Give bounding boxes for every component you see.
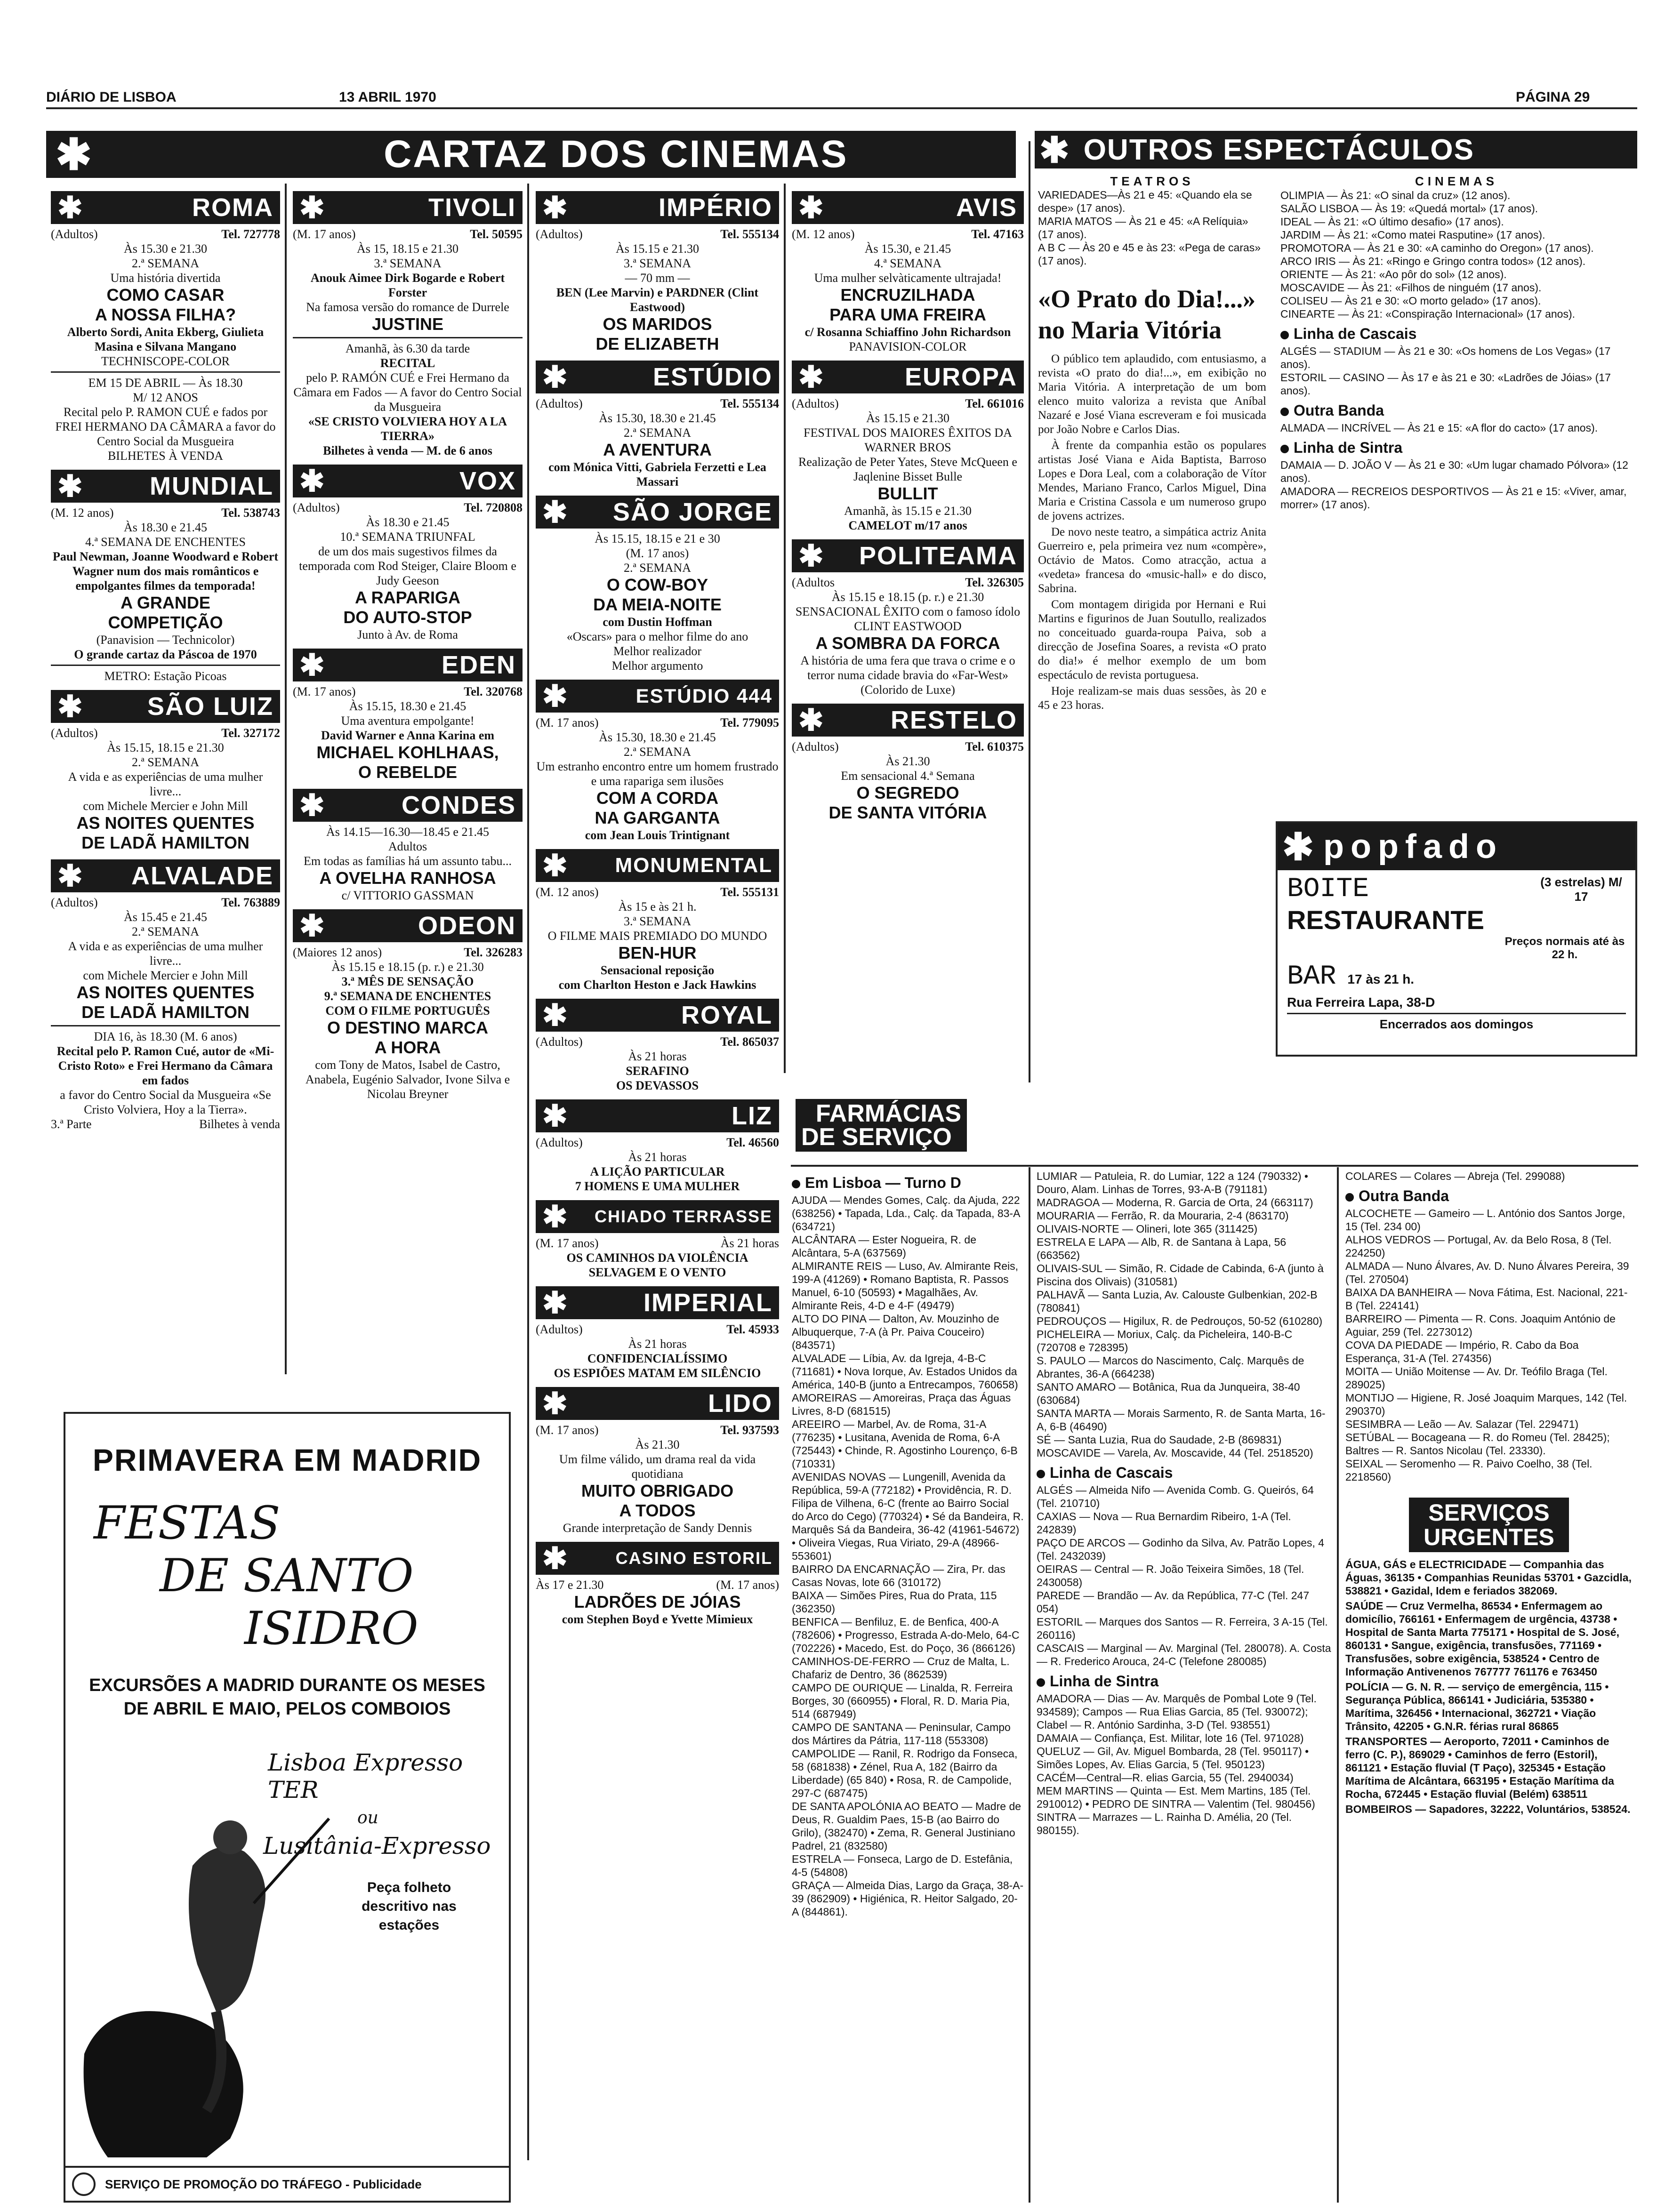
- cinema-header-royal: ✱ ROYAL: [536, 999, 779, 1032]
- pharmacy-entry: SANTO AMARO — Botânica, Rua da Junqueira, 38-40 (630684): [1037, 1381, 1300, 1406]
- pharmacy-entry: ALCOCHETE — Gameiro — L. António dos Santos Jorge, 15 (Tel. 234 00): [1345, 1207, 1625, 1233]
- pharmacy-entry: CACÉM—Central—R. elias Garcia, 55 (Tel. 2940034): [1037, 1771, 1294, 1784]
- pharmacy-entry: GRAÇA — Almeida Dias, Largo da Graça, 38-A-39 (862909) • Higiénica, R. Heitor Salgado, 20-A (844861).: [792, 1879, 1024, 1918]
- pharmacy-entry: ALVALADE — Líbia, Av. da Igreja, 4-B-C (711681) • Nova Iorque, Av. Estados Unidos da América, 140-B (junto a Entrecampos, 760658): [792, 1352, 1018, 1391]
- popfado-banner: ✱ popfado: [1278, 823, 1635, 870]
- cinema-listing-avis: (M. 12 anos) Tel. 47163 Às 15.30, e 21.45 4.ª SEMANA Uma mulher selvàticamente ultrajada! ENCRUZILHADA PARA UMA FREIRA c/ Rosanna Schiaffino John Richardson PANAVISION-COLOR: [792, 227, 1024, 353]
- cinema-header-sao-jorge: ✱ SÃO JORGE: [536, 496, 779, 529]
- cinema-header-estudio-444: ✱ ESTÚDIO 444: [536, 680, 779, 713]
- cinema-entry: ALMADA — INCRÍVEL — Às 21 e 15: «A flor do cacto» (17 anos).: [1280, 422, 1598, 434]
- pharmacy-entry: ALCÂNTARA — Ester Nogueira, R. de Alcântara, 5-A (637569): [792, 1234, 976, 1259]
- asterisk-icon: ✱: [542, 191, 568, 224]
- isidro-script: ISIDRO: [244, 1602, 418, 1655]
- asterisk-icon: ✱: [542, 679, 568, 713]
- bullet-icon: [1345, 1193, 1354, 1202]
- folheto-text: Peça folheto descritivo nas estações: [362, 1880, 457, 1933]
- bar-label: BAR: [1287, 962, 1336, 992]
- cinema-column-4: [787, 188, 1029, 826]
- column-rule: [527, 184, 529, 2160]
- column-rule: [1029, 141, 1030, 1082]
- bullet-icon: [792, 1180, 800, 1188]
- section-heading: Outra Banda: [1345, 1187, 1633, 1205]
- asterisk-icon: ✱: [542, 1099, 568, 1133]
- pharmacy-entry: MOSCAVIDE — Varela, Av. Moscavide, 44 (Tel. 2518520): [1037, 1447, 1313, 1459]
- cinema-entry: MOSCAVIDE — Às 21: «Filhos de ninguém (17 anos).: [1280, 281, 1542, 294]
- pharmacy-entry: ESTRELA — Fonseca, Largo de D. Estefânia, 4-5 (54808): [792, 1853, 1013, 1878]
- pharmacy-entry: ESTORIL — Marques dos Santos — R. Ferreira, 3 A-15 (Tel. 260116): [1037, 1616, 1328, 1641]
- cinema-entry: CINEARTE — Às 21: «Conspiração Internacional» (17 anos).: [1280, 308, 1575, 320]
- cinema-listing-estudio: (Adultos) Tel. 555134 Às 15.30, 18.30 e 21.45 2.ª SEMANA A AVENTURA com Mónica Vitti, Gabriela Ferzetti e Lea Massari: [536, 397, 779, 489]
- outros-banner: [1035, 131, 1637, 168]
- asterisk-icon: ✱: [542, 1387, 568, 1420]
- cinema-listing-imperio: (Adultos) Tel. 555134 Às 15.15 e 21.30 3.ª SEMANA — 70 mm — BEN (Lee Marvin) e PARDNER (Clint Eastwood) OS MARIDOS DE ELIZABETH: [536, 227, 779, 353]
- pharmacy-entry: COVA DA PIEDADE — Império, R. Cabo da Boa Esperança, 31-A (Tel. 274356): [1345, 1339, 1579, 1364]
- cinema-listing-liz: (Adultos) Tel. 46560 Às 21 horas A LIÇÃO PARTICULAR 7 HOMENS E UMA MULHER: [536, 1136, 779, 1193]
- cinema-listing-royal: (Adultos) Tel. 865037 Às 21 horas SERAFINO OS DEVASSOS: [536, 1035, 779, 1092]
- pharmacy-entry: CASCAIS — Marginal — Av. Marginal (Tel. 280078). A. Costa — R. Frederico Arouca, 24-C (Telefone 280085): [1037, 1642, 1331, 1667]
- pharmacy-entry: MONTIJO — Higiene, R. José Joaquim Marques, 142 (Tel. 290370): [1345, 1392, 1627, 1417]
- cinema-header-eden: ✱ EDEN: [293, 649, 523, 681]
- cinema-listing-estudio-444: (M. 17 anos) Tel. 779095 Às 15.30, 18.30 e 21.45 2.ª SEMANA Um estranho encontro entre um homem frustrado e uma rapariga sem ilusões COM A CORDA NA GARGANTA com Jean Louis Trintignant: [536, 716, 779, 842]
- pharmacy-entry: LUMIAR — Patuleia, R. do Lumiar, 122 a 124 (790332) • Douro, Alam. Linhas de Torres, 93-A-B (791181): [1037, 1170, 1308, 1195]
- boite-label: BOITE: [1287, 874, 1369, 905]
- header-rule: [46, 107, 1637, 109]
- article-body: O público tem aplaudido, com entusiasmo, a revista «O prato do dia!...», em exibição no Maria Vitória. A interpretação de um bom elenco muito valoriza a revista que Aníbal Nazaré e José Viana escreveram e foi musicada por João Nobre e Carlos Dias. À frente da companhia estão os populares artistas José Viana e Aida Baptista, Barroso Lopes e Dora Leal, com a colaboração de Vítor Mendes, Mariano Franco, Carlos Miguel, Dina Maria e Cristina Cassola e um numeroso grupo de jovens actrizes. De novo neste teatro, a simpática actriz Anita Guerreiro e, pela primeira vez num «compère», Octávio de Matos. Como atracção, actua a «vedeta» francesa do «music-hall» e do disco, Sabrina. Com montagem dirigida por Hernani e Rui Martins e figurinos de Juan Soutullo, realizados no conceituado guarda-roupa Paiva, sob a direcção de Josefina Soares, a revista «O prato do dia!» é melhor exemplo de um bom espectáculo de revista portuguesa. Hoje realizam-se mais duas sessões, às 20 e 45 e 23 horas.: [1038, 353, 1266, 712]
- column-rule: [784, 184, 786, 1073]
- pharmacy-entry: AVENIDAS NOVAS — Lungenill, Avenida da República, 59-A (772182) • Providência, R. D. Filipa de Vilhena, 6-C (frente ao Bairro Social do Arco do Cego) (770324) • Sé da Bandeira, R. Marquês Sá da Bandeira, 36-42 (41961-54672) • Oliveira Viegas, Rua Viriato, 29-A (48966-553601): [792, 1471, 1024, 1562]
- popfado-closed: Encerrados aos domingos: [1379, 1017, 1534, 1031]
- cinema-header-lido: ✱ LIDO: [536, 1387, 779, 1420]
- pharmacy-entry: BENFICA — Benfiluz, E. de Benfica, 400-A (782606) • Progresso, Estrada A-do-Melo, 64-C (702226) • Macedo, Est. do Poço, 36 (866126): [792, 1616, 1020, 1654]
- pharmacy-entry: BAIXA — Simões Pires, Rua do Prata, 115 (362350): [792, 1589, 997, 1615]
- cinema-header-odeon: ✱ ODEON: [293, 909, 523, 942]
- outros-title: OUTROS ESPECTÁCULOS: [1083, 133, 1474, 166]
- cinema-entry: ORIENTE — Às 21: «Ao pôr do sol» (12 anos).: [1280, 268, 1507, 281]
- lusitania-expresso: Lusitânia-Expresso: [263, 1832, 491, 1859]
- pharmacy-entry: OEIRAS — Central — R. João Teixeira Simões, 18 (Tel. 2430058): [1037, 1563, 1304, 1588]
- cinema-listing-imperial: (Adultos) Tel. 45933 Às 21 horas CONFIDENCIALÍSSIMO OS ESPIÕES MATAM EM SILÊNCIO: [536, 1322, 779, 1380]
- pharmacy-entry: BARREIRO — Pimenta — R. Cons. Joaquim António de Aguiar, 259 (Tel. 2273012): [1345, 1313, 1616, 1338]
- servicos-heading: SERVIÇOS URGENTES: [1409, 1498, 1569, 1552]
- restaurante-prices: Preços normais até às 22 h.: [1504, 935, 1625, 961]
- service-entry: SAÚDE — Cruz Vermelha, 86534 • Enfermagem ao domicílio, 766161 • Enfermagem de urgência, 43738 • Hospital de Santa Marta 775171 • Hospital de S. José, 860131 • Sangue, exigência, transfusões, 771169 • Transfusões, sobre exigência, 538524 • Centro de Informação Antivenenos 767777 761176 e 763450: [1345, 1600, 1619, 1678]
- cinema-header-restelo: ✱ RESTELO: [792, 704, 1024, 737]
- teatro-listing: MARIA MATOS — Às 21 e 45: «A Relíquia» (17 anos).: [1038, 215, 1248, 240]
- asterisk-icon: ✱: [798, 191, 824, 224]
- ou-text: ou: [357, 1808, 378, 1827]
- column-rule: [1337, 1167, 1339, 2203]
- outros-cinemas-column: [1276, 174, 1637, 511]
- cinema-listing-monumental: (M. 12 anos) Tel. 555131 Às 15 e às 21 h. 3.ª SEMANA O FILME MAIS PREMIADO DO MUNDO BEN-HUR Sensacional reposição com Charlton Heston e Jack Hawkins: [536, 885, 779, 992]
- cinema-entry: ARCO IRIS — Às 21: «Ringo e Gringo contra todos» (12 anos).: [1280, 255, 1586, 267]
- bar-hours: 17 às 21 h.: [1347, 972, 1415, 986]
- pharmacy-entry: PEDROUÇOS — Higilux, R. de Pedrouços, 50-52 (610280): [1037, 1315, 1323, 1327]
- pharmacy-entry: SANTA MARTA — Morais Sarmento, R. de Santa Marta, 16-A, 6-B (46490): [1037, 1407, 1326, 1433]
- pharmacy-entry: QUELUZ — Gil, Av. Miguel Bombarda, 28 (Tel. 950117) • Simões Lopes, Av. Elias Garcia, 5 (Tel. 950123): [1037, 1745, 1309, 1771]
- page-number: PÁGINA 29: [1516, 89, 1590, 105]
- asterisk-icon: ✱: [57, 689, 83, 723]
- asterisk-icon: ✱: [798, 539, 824, 573]
- cinema-entry: ALGÉS — STADIUM — Às 21 e 30: «Os homens de Los Vegas» (17 anos).: [1280, 345, 1611, 370]
- asterisk-icon: ✱: [57, 191, 83, 224]
- pharmacy-entry: PICHELEIRA — Moriux, Calç. da Picheleira, 140-B-C (720708 e 728395): [1037, 1328, 1293, 1354]
- pharmacy-entry: SESIMBRA — Leão — Av. Salazar (Tel. 229471): [1345, 1418, 1579, 1430]
- pharmacy-entry: CAXIAS — Nova — Rua Bernardim Ribeiro, 1-A (Tel. 242839): [1037, 1510, 1291, 1536]
- cinema-listing-condes: Às 14.15—16.30—18.45 e 21.45 Adultos Em todas as famílias há um assunto tabu... A OVELHA RANHOSA c/ VITTORIO GASSMAN: [304, 825, 512, 902]
- cinema-listing-europa: (Adultos) Tel. 661016 Às 15.15 e 21.30 FESTIVAL DOS MAIORES ÊXITOS DA WARNER BROS Realização de Peter Yates, Steve McQueen e Jaqlenine Bisset Bulle BULLIT Amanhã, às 15.15 e 21.30 CAMELOT m/17 anos: [792, 397, 1024, 532]
- cinema-header-monumental: ✱ MONUMENTAL: [536, 849, 779, 882]
- service-entry: BOMBEIROS — Sapadores, 32222, Voluntários, 538524.: [1345, 1803, 1631, 1815]
- pharmacy-entry: SEIXAL — Seromenho — R. Paivo Coelho, 38 (Tel. 2218560): [1345, 1458, 1593, 1483]
- asterisk-icon: ✱: [542, 360, 568, 394]
- issue-date: 13 ABRIL 1970: [339, 89, 436, 105]
- cartaz-title: CARTAZ DOS CINEMAS: [384, 133, 848, 176]
- cinema-entry: DAMAIA — D. JOÃO V — Às 21 e 30: «Um lugar chamado Pólvora» (12 anos).: [1280, 459, 1628, 484]
- popfado-address: Rua Ferreira Lapa, 38-D: [1287, 995, 1626, 1014]
- advert-footer: SERVIÇO DE PROMOÇÃO DO TRÁFEGO - Publicidade: [65, 2166, 509, 2201]
- service-entry: ÁGUA, GÁS e ELECTRICIDADE — Companhia das Águas, 36135 • Companhias Reunidas 53701 • Gazcidla, 538821 • Gazidal, Idem e feriados 382069.: [1345, 1558, 1632, 1597]
- pharmacy-entry: ALTO DO PINA — Dalton, Av. Mouzinho de Albuquerque, 7-A (à Pr. Paiva Couceiro) (843571): [792, 1313, 999, 1351]
- cinema-header-vox: ✱ VOX: [293, 465, 523, 497]
- cinema-entry: ESTORIL — CASINO — Às 17 e às 21 e 30: «Ladrões de Jóias» (17 anos).: [1280, 371, 1611, 397]
- cinema-header-chiado-terrasse: ✱ CHIADO TERRASSE: [536, 1200, 779, 1233]
- cinema-entry: SALÃO LISBOA — Às 19: «Quedá mortal» (17 anos).: [1280, 202, 1538, 215]
- service-entry: POLÍCIA — G. N. R. — serviço de emergência, 115 • Segurança Pública, 866141 • Judiciária, 535380 • Marítima, 326456 • Internacional, 362721 • Viação Trânsito, 42205 • G.N.R. férias rural 86865: [1345, 1681, 1609, 1732]
- farmacias-heading: FARMÁCIAS DE SERVIÇO: [796, 1099, 967, 1152]
- section-heading: Linha de Sintra: [1037, 1673, 1332, 1690]
- cinema-entry: IDEAL — Às 21: «O último desafio» (17 anos).: [1280, 216, 1504, 228]
- bullet-icon: [1280, 408, 1289, 416]
- farmacias-rule: [791, 1165, 1638, 1167]
- cinemas-heading: CINEMAS: [1415, 174, 1498, 188]
- pharmacy-entry: CAMPOLIDE — Ranil, R. Rodrigo da Fonseca, 58 (681838) • Zénel, Rua A, 182 (Bairro da Liberdade) (65 840) • Rosa, R. de Campolide, 297-C (687475): [792, 1747, 1018, 1799]
- pharmacy-entry: MOITA — União Moitense — Av. Dr. Teófilo Braga (Tel. 289025): [1345, 1365, 1608, 1391]
- cinema-header-liz: ✱ LIZ: [536, 1099, 779, 1132]
- farmacias-column-3: [1341, 1170, 1637, 1816]
- asterisk-icon: ✱: [299, 909, 325, 943]
- section-heading: Em Lisboa — Turno D: [792, 1174, 1024, 1192]
- cinema-listing-eden: (M. 17 anos) Tel. 320768 Às 15.15, 18.30 e 21.45 Uma aventura empolgante! David Warner e Anna Karina em MICHAEL KOHLHAAS, O REBELDE: [293, 685, 523, 782]
- bullet-icon: [1037, 1470, 1045, 1478]
- pharmacy-entry: MEM MARTINS — Quinta — Est. Mem Martins, 185 (Tel. 2910012) • PEDRO DE SINTRA — Valentim (Tel. 980456): [1037, 1785, 1315, 1810]
- teatros-column: [1033, 174, 1271, 713]
- asterisk-icon: ✱: [542, 495, 568, 529]
- asterisk-icon: ✱: [798, 703, 824, 737]
- pharmacy-entry: COLARES — Colares — Abreja (Tel. 299088): [1345, 1170, 1565, 1182]
- newspaper-name: DIÁRIO DE LISBOA: [46, 89, 177, 105]
- asterisk-icon: ✱: [798, 360, 824, 394]
- asterisk-icon: ✱: [299, 464, 325, 498]
- asterisk-icon: ✱: [542, 998, 568, 1032]
- column-rule: [285, 184, 287, 1374]
- pharmacy-entry: SÉ — Santa Luzia, Rua do Saudade, 2-B (869831): [1037, 1434, 1282, 1446]
- bullet-icon: [1280, 445, 1289, 453]
- pharmacy-entry: OLIVAIS-NORTE — Olineri, lote 365 (311425): [1037, 1223, 1258, 1235]
- cinema-entry: COLISEU — Às 21 e 30: «O morto gelado» (17 anos).: [1280, 295, 1541, 307]
- cinema-entry: OLIMPIA — Às 21: «O sinal da cruz» (12 anos).: [1280, 189, 1511, 201]
- primavera-madrid-advert: [64, 1412, 511, 2203]
- cinema-column-2: [288, 188, 527, 1105]
- cinema-listing-vox: (Adultos) Tel. 720808 Às 18.30 e 21.45 10.ª SEMANA TRIUNFAL de um dos mais sugestivos filmes da temporada com Rod Steiger, Claire Bloom e Judy Geeson A RAPARIGA DO AUTO-STOP Junto à Av. de Roma: [293, 501, 523, 641]
- pharmacy-entry: DAMAIA — Confiança, Est. Militar, lote 16 (Tel. 971028): [1037, 1732, 1304, 1744]
- cinema-column-1: [46, 188, 285, 1135]
- cinema-listing-casino-estoril: Às 17 e 21.30 (M. 17 anos) LADRÕES DE JÓIAS com Stephen Boyd e Yvette Mimieux: [536, 1578, 779, 1626]
- cinema-listing-mundial: (M. 12 anos) Tel. 538743 Às 18.30 e 21.45 4.ª SEMANA DE ENCHENTES Paul Newman, Joanne Woodward e Robert Wagner num dos mais românticos e empolgantes filmes da temporada! A GRANDE COMPETIÇÃO (Panavision — Technicolor) O grande cartaz da Páscoa de 1970 METRO: Estação Picoas: [51, 506, 280, 683]
- pharmacy-entry: CAMINHOS-DE-FERRO — Cruz de Malta, L. Chafariz de Dentro, 36 (862539): [792, 1655, 1010, 1681]
- advert-subtitle: EXCURSÕES A MADRID DURANTE OS MESES DE ABRIL E MAIO, PELOS COMBOIOS: [89, 1675, 485, 1719]
- bullet-icon: [1280, 331, 1289, 339]
- cinema-header-casino-estoril: ✱ CASINO ESTORIL: [536, 1542, 779, 1575]
- cinema-header-politeama: ✱ POLITEAMA: [792, 539, 1024, 572]
- pharmacy-entry: OLIVAIS-SUL — Simão, R. Cidade de Cabinda, 6-A (junto à Piscina dos Olivais) (310581): [1037, 1262, 1324, 1288]
- asterisk-icon: ✱: [299, 788, 325, 822]
- cinema-listing-restelo: (Adultos) Tel. 610375 Às 21.30 Em sensacional 4.ª Semana O SEGREDO DE SANTA VITÓRIA: [792, 740, 1024, 822]
- restaurante-label: RESTAURANTE: [1287, 905, 1484, 935]
- teatro-listing: VARIEDADES—Às 21 e 45: «Quando ela se despe» (17 anos).: [1038, 189, 1252, 214]
- asterisk-icon: ✱: [542, 1286, 568, 1320]
- cinema-listing-sao-jorge: Às 15.15, 18.15 e 21 e 30 (M. 17 anos) 2.ª SEMANA O COW-BOY DA MEIA-NOITE com Dustin Hoffman «Oscars» para o melhor filme do ano Melhor realizador Melhor argumento: [566, 532, 748, 673]
- bullet-icon: [1037, 1678, 1045, 1687]
- pharmacy-entry: BAIXA DA BANHEIRA — Nova Fátima, Est. Nacional, 221-B (Tel. 224141): [1345, 1286, 1628, 1312]
- cinema-column-3: [531, 188, 784, 1630]
- pharmacy-entry: ALGÉS — Almeida Nifo — Avenida Comb. G. Queirós, 64 (Tel. 210710): [1037, 1484, 1314, 1509]
- cinema-header-tivoli: ✱ TIVOLI: [293, 191, 523, 224]
- pharmacy-entry: PAREDE — Brandão — Av. da República, 77-C (Tel. 247 054): [1037, 1589, 1310, 1615]
- asterisk-icon: ✱: [299, 648, 325, 682]
- advert-title: PRIMAVERA EM MADRID: [92, 1443, 482, 1477]
- cinema-listing-roma: (Adultos) Tel. 727778 Às 15.30 e 21.30 2.ª SEMANA Uma história divertida COMO CASAR A NOSSA FILHA? Alberto Sordi, Anita Ekberg, Giulieta Masina e Silvana Mangano TECHNISCOPE-COLOR EM 15 DE ABRIL — Às 18.30 M/ 12 ANOS Recital pelo P. RAMON CUÉ e fados por FREI HERMANO DA CÂMARA a favor do Centro Social da Musgueira BILHETES À VENDA: [51, 227, 280, 463]
- farmacias-column-1: [787, 1170, 1029, 1918]
- farmacias-column-2: [1032, 1170, 1337, 1837]
- pharmacy-entry: AJUDA — Mendes Gomes, Calç. da Ajuda, 222 (638256) • Tapada, Lda., Calç. da Tapada, 83-A (634721): [792, 1194, 1020, 1233]
- cinema-listing-alvalade: (Adultos) Tel. 763889 Às 15.45 e 21.45 2.ª SEMANA A vida e as experiências de uma mulher livre... com Michele Mercier e John Mill AS NOITES QUENTES DE LADÃ HAMILTON DIA 16, às 18.30 (M. 6 anos) Recital pelo P. Ramon Cué, autor de «Mi-Cristo Roto» e Frei Hermano da Câmara em fados a favor do Centro Social da Musgueira «Se Cristo Volviera, Hoy a la Tierra». 3.ª Parte Bilhetes à venda: [51, 896, 280, 1131]
- cinema-header-estudio: ✱ ESTÚDIO: [536, 361, 779, 393]
- cinema-listing-politeama: (Adultos Tel. 326305 Às 15.15 e 18.15 (p. r.) e 21.30 SENSACIONAL ÊXITO com o famoso ídolo CLINT EASTWOOD A SOMBRA DA FORCA A história de uma fera que trava o crime e o terror numa cidade bravia do «Far-West» (Colorido de Luxe): [792, 576, 1024, 697]
- popfado-advert: [1276, 821, 1637, 1057]
- asterisk-icon: ✱: [542, 1200, 568, 1234]
- asterisk-icon: ✱: [299, 191, 325, 224]
- pharmacy-entry: ALMIRANTE REIS — Luso, Av. Almirante Reis, 199-A (41269) • Romano Baptista, R. Passos Manuel, 6-10 (50593) • Magalhães, Av. Almirante Reis, 4-D e 4-F (49479): [792, 1260, 1019, 1312]
- article-headline: «O Prato do Dia!...» no Maria Vitória: [1038, 285, 1255, 344]
- cinema-listing-odeon: (Maiores 12 anos) Tel. 326283 Às 15.15 e 18.15 (p. r.) e 21.30 3.ª MÊS DE SENSAÇÃO 9.ª SEMANA DE ENCHENTES COM O FILME PORTUGUÊS O DESTINO MARCA A HORA com Tony de Matos, Isabel de Castro, Anabela, Eugénio Salvador, Ivone Silva e Nicolau Breyner: [293, 946, 523, 1101]
- cinema-header-imperio: ✱ IMPÉRIO: [536, 191, 779, 224]
- pharmacy-entry: ESTRELA E LAPA — Alb, R. de Santana à Lapa, 56 (663562): [1037, 1236, 1287, 1261]
- cinema-header-alvalade: ✱ ALVALADE: [51, 859, 280, 892]
- pharmacy-entry: CAMPO DE OURIQUE — Linalda, R. Ferreira Borges, 30 (660955) • Floral, R. D. Maria Pia, 514 (687949): [792, 1682, 1013, 1720]
- cinema-header-condes: ✱ CONDES: [293, 789, 523, 822]
- cinema-listing-lido: (M. 17 anos) Tel. 937593 Às 21.30 Um filme válido, um drama real da vida quotidiana MUITO OBRIGADO A TODOS Grande interpretação de Sandy Dennis: [536, 1423, 779, 1535]
- pharmacy-entry: BAIRRO DA ENCARNAÇÃO — Zira, Pr. das Casas Novas, lote 66 (310172): [792, 1563, 1005, 1588]
- pharmacy-entry: MADRAGOA — Moderna, R. Garcia de Orta, 24 (663117): [1037, 1196, 1313, 1209]
- column-rule: [1029, 1167, 1030, 2203]
- teatros-heading: TEATROS: [1110, 174, 1194, 188]
- section-heading: Linha de Cascais: [1280, 325, 1633, 343]
- cinema-listing-chiado-terrasse: (M. 17 anos) Às 21 horas OS CAMINHOS DA VIOLÊNCIA SELVAGEM E O VENTO: [536, 1236, 779, 1279]
- pharmacy-entry: SETÚBAL — Bocageana — R. do Romeu (Tel. 28425); Baltres — R. Santos Nicolau (Tel. 23330).: [1345, 1431, 1610, 1457]
- asterisk-icon: ✱: [1282, 825, 1314, 868]
- cinema-entry: JARDIM — Às 21: «Como matei Rasputine» (17 anos).: [1280, 229, 1545, 241]
- matador-bull-illustration: [75, 1809, 338, 2167]
- cinema-header-avis: ✱ AVIS: [792, 191, 1024, 224]
- asterisk-icon: ✱: [1039, 130, 1070, 170]
- pharmacy-entry: AREEIRO — Marbel, Av. de Roma, 31-A (776235) • Lusitana, Avenida de Roma, 6-A (725443) • Chinde, R. Agostinho Lourenço, 6-B (710331): [792, 1418, 1018, 1470]
- cartaz-banner: [46, 131, 1016, 178]
- cinema-listing-sao-luiz: (Adultos) Tel. 327172 Às 15.15, 18.15 e 21.30 2.ª SEMANA A vida e as experiências de uma mulher livre... com Michele Mercier e John Mill AS NOITES QUENTES DE LADÃ HAMILTON: [51, 726, 280, 852]
- section-heading: Outra Banda: [1280, 402, 1633, 419]
- pharmacy-entry: MOURARIA — Ferrão, R. da Mouraria, 2-4 (863170): [1037, 1210, 1289, 1222]
- cinema-header-roma: ✱ ROMA: [51, 191, 280, 224]
- santo-script: DE SANTO: [160, 1549, 414, 1602]
- service-entry: TRANSPORTES — Aeroporto, 72011 • Caminhos de ferro (C. P.), 869029 • Caminhos de ferro (Estoril), 861121 • Estação fluvial (T Paço), 325345 • Estação Marítima de Alcântara, 663195 • Estação Marítima da Rocha, 672445 • Estação fluvial (Belém) 638511: [1345, 1735, 1614, 1800]
- cinema-header-mundial: ✱ MUNDIAL: [51, 470, 280, 503]
- section-heading: Linha de Sintra: [1280, 439, 1633, 457]
- pharmacy-entry: PAÇO DE ARCOS — Godinho da Silva, Av. Patrão Lopes, 4 (Tel. 2432039): [1037, 1537, 1325, 1562]
- cinema-listing-tivoli: (M. 17 anos) Tel. 50595 Às 15, 18.15 e 21.30 3.ª SEMANA Anouk Aimee Dirk Bogarde e Robert Forster Na famosa versão do romance de Durrele JUSTINE Amanhã, às 6.30 da tarde RECITAL pelo P. RAMÓN CUÉ e Frei Hermano da Câmara em Fados — A favor do Centro Social da Musgueira «SE CRISTO VOLVIERA HOY A LA TIERRA» Bilhetes à venda — M. de 6 anos: [293, 227, 523, 457]
- teatro-listing: A B C — Às 20 e 45 e às 23: «Pega de caras» (17 anos).: [1038, 241, 1261, 267]
- asterisk-icon: ✱: [542, 849, 568, 882]
- asterisk-icon: ✱: [57, 859, 83, 893]
- pharmacy-entry: S. PAULO — Marcos do Nascimento, Calç. Marquês de Abrantes, 36-A (664238): [1037, 1354, 1304, 1380]
- festas-script: FESTAS: [94, 1497, 281, 1549]
- pharmacy-entry: DE SANTA APOLÓNIA AO BEATO — Madre de Deus, R. Gualdim Paes, 15-B (ao Bairro do Grilo), (382470) • Zema, R. General Justiniano Padrel, 21 (832580): [792, 1800, 1022, 1852]
- pharmacy-entry: CAMPO DE SANTANA — Peninsular, Campo dos Mártires da Pátria, 117-118 (553308): [792, 1721, 1011, 1747]
- cinema-header-europa: ✱ EUROPA: [792, 361, 1024, 393]
- pharmacy-entry: SINTRA — Marrazes — L. Rainha D. Amélia, 20 (Tel. 980155).: [1037, 1811, 1292, 1836]
- section-heading: Linha de Cascais: [1037, 1464, 1332, 1482]
- cp-logo-icon: [72, 2172, 96, 2196]
- pharmacy-entry: AMADORA — Dias — Av. Marquês de Pombal Lote 9 (Tel. 934589); Campos — Rua Elias Garcia, 85 (Tel. 930072); Clabel — R. António Sardinha, 3-D (Tel. 938551): [1037, 1692, 1317, 1731]
- pharmacy-entry: ALMADA — Nuno Álvares, Av. D. Nuno Álvares Pereira, 39 (Tel. 270504): [1345, 1260, 1629, 1285]
- cinema-entry: AMADORA — RECREIOS DESPORTIVOS — Às 21 e 15: «Viver, amar, morrer» (17 anos).: [1280, 485, 1627, 511]
- asterisk-icon: ✱: [56, 130, 92, 179]
- cinema-entry: PROMOTORA — Às 21 e 30: «A caminho do Oregon» (17 anos).: [1280, 242, 1594, 254]
- pharmacy-entry: AMOREIRAS — Amoreiras, Praça das Águas Livres, 8-D (681515): [792, 1392, 1011, 1417]
- pharmacy-entry: PALHAVÃ — Santa Luzia, Av. Calouste Gulbenkian, 202-B (780841): [1037, 1289, 1318, 1314]
- pharmacy-entry: ALHOS VEDROS — Portugal, Av. da Belo Rosa, 8 (Tel. 224250): [1345, 1234, 1612, 1259]
- lisboa-expresso: Lisboa Expresso TER: [268, 1749, 463, 1803]
- cinema-header-sao-luiz: ✱ SÃO LUIZ: [51, 690, 280, 723]
- cinema-header-imperial: ✱ IMPERIAL: [536, 1286, 779, 1319]
- asterisk-icon: ✱: [542, 1541, 568, 1575]
- asterisk-icon: ✱: [57, 469, 83, 503]
- boite-rating: (3 estrelas) M/ 17: [1540, 874, 1622, 904]
